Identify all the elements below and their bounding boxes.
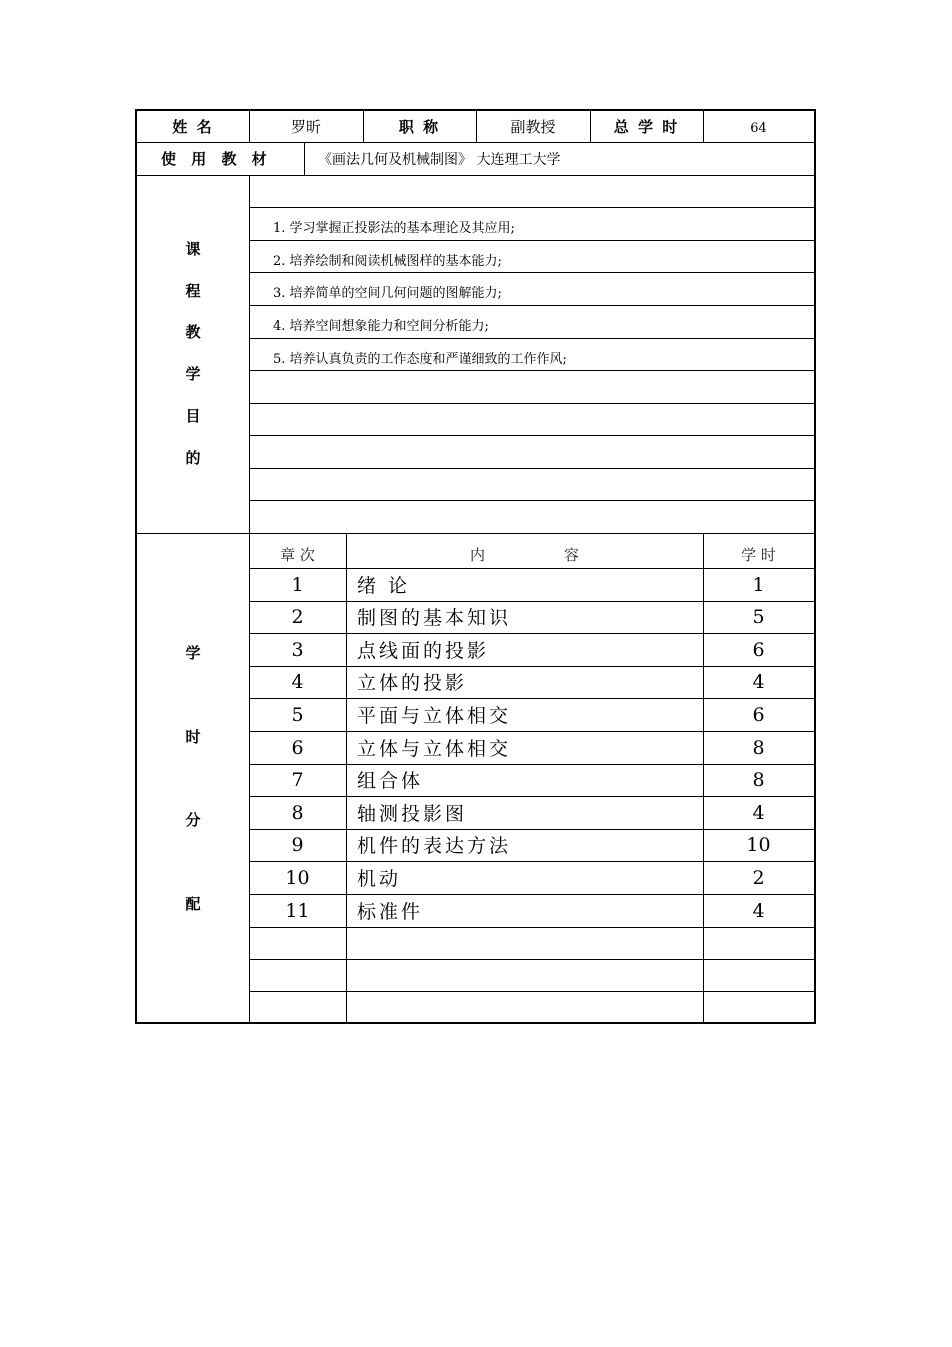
row-divider [137, 142, 814, 143]
title-value: 副教授 [510, 118, 556, 136]
schedule-line [249, 666, 814, 667]
schedule-side-label-char: 分 [185, 811, 201, 829]
goals-side-label-char: 程 [185, 282, 201, 300]
chapter-topic: 标准件 [357, 901, 424, 923]
chapter-topic: 机动 [357, 868, 402, 890]
schedule-line [249, 731, 814, 732]
title-label: 职 称 [398, 118, 441, 136]
row-divider [137, 175, 814, 176]
textbook-label: 使 用 教 材 [161, 150, 272, 168]
schedule-side-label-char: 时 [185, 728, 201, 746]
goal-item: 4. 培养空间想象能力和空间分析能力; [273, 319, 489, 334]
goal-line [249, 500, 814, 501]
chapter-topic: 立体与立体相交 [357, 738, 512, 760]
chapter-number: 1 [291, 574, 304, 596]
goals-side-label-char: 课 [185, 240, 201, 258]
schedule-line [249, 959, 814, 960]
col-divider [249, 175, 250, 1022]
goal-item: 5. 培养认真负责的工作态度和严谨细致的工作作风; [273, 352, 567, 367]
schedule-line [249, 601, 814, 602]
chapter-number: 2 [291, 606, 304, 628]
col-divider [304, 142, 305, 175]
col-divider [346, 533, 347, 1022]
name-label: 姓 名 [172, 118, 214, 136]
goal-line [249, 468, 814, 469]
schedule-line [249, 927, 814, 928]
course-info-form [135, 109, 816, 1024]
column-header-chapter: 章 次 [280, 546, 315, 564]
chapter-hours: 8 [752, 769, 765, 791]
column-header-hours: 学 时 [741, 546, 776, 564]
goal-line [249, 403, 814, 404]
column-header-content: 容 [564, 546, 580, 564]
goal-item: 1. 学习掌握正投影法的基本理论及其应用; [273, 221, 515, 236]
goal-line [249, 338, 814, 339]
schedule-side-label-char: 配 [185, 895, 201, 913]
textbook-value: 《画法几何及机械制图》 大连理工大学 [318, 152, 561, 168]
chapter-topic: 制图的基本知识 [357, 607, 512, 629]
schedule-line [249, 764, 814, 765]
chapter-topic: 平面与立体相交 [357, 705, 512, 727]
goals-side-label-char: 目 [185, 407, 201, 425]
chapter-topic: 绪 论 [357, 575, 411, 597]
chapter-number: 10 [285, 867, 310, 889]
goal-line [249, 240, 814, 241]
goal-line [249, 435, 814, 436]
chapter-hours: 4 [752, 900, 765, 922]
chapter-hours: 6 [752, 639, 765, 661]
chapter-hours: 4 [752, 671, 765, 693]
chapter-topic: 轴测投影图 [357, 803, 468, 825]
goals-side-label-char: 的 [185, 449, 201, 467]
goal-line [249, 272, 814, 273]
total-hours-value: 64 [750, 121, 767, 136]
chapter-hours: 8 [752, 737, 765, 759]
chapter-topic: 点线面的投影 [357, 640, 490, 662]
chapter-hours: 2 [752, 867, 765, 889]
schedule-line [249, 829, 814, 830]
schedule-side-label-char: 学 [185, 644, 201, 662]
section-divider [137, 533, 814, 534]
name-value: 罗昕 [290, 118, 321, 136]
schedule-line [249, 568, 814, 569]
schedule-line [249, 633, 814, 634]
chapter-topic: 立体的投影 [357, 672, 468, 694]
schedule-line [249, 861, 814, 862]
goal-line [249, 305, 814, 306]
chapter-hours: 1 [752, 574, 765, 596]
goal-item: 3. 培养简单的空间几何问题的图解能力; [273, 286, 502, 301]
chapter-topic: 机件的表达方法 [357, 835, 512, 857]
total-hours-label: 总 学 时 [613, 118, 680, 136]
chapter-number: 8 [291, 802, 304, 824]
chapter-number: 7 [291, 769, 304, 791]
schedule-line [249, 698, 814, 699]
schedule-line [249, 894, 814, 895]
chapter-number: 3 [291, 639, 304, 661]
chapter-hours: 4 [752, 802, 765, 824]
chapter-hours: 10 [746, 834, 771, 856]
chapter-topic: 组合体 [357, 770, 424, 792]
goal-item: 2. 培养绘制和阅读机械图样的基本能力; [273, 254, 502, 269]
schedule-line [249, 991, 814, 992]
schedule-line [249, 796, 814, 797]
chapter-number: 5 [291, 704, 304, 726]
chapter-number: 6 [291, 737, 304, 759]
chapter-hours: 5 [752, 606, 765, 628]
column-header-content: 内 [470, 546, 486, 564]
goal-line [249, 370, 814, 371]
goal-line [249, 207, 814, 208]
chapter-number: 4 [291, 671, 304, 693]
chapter-hours: 6 [752, 704, 765, 726]
chapter-number: 11 [285, 900, 310, 922]
goals-side-label-char: 教 [185, 323, 201, 341]
goals-side-label-char: 学 [185, 365, 201, 383]
chapter-number: 9 [291, 834, 304, 856]
